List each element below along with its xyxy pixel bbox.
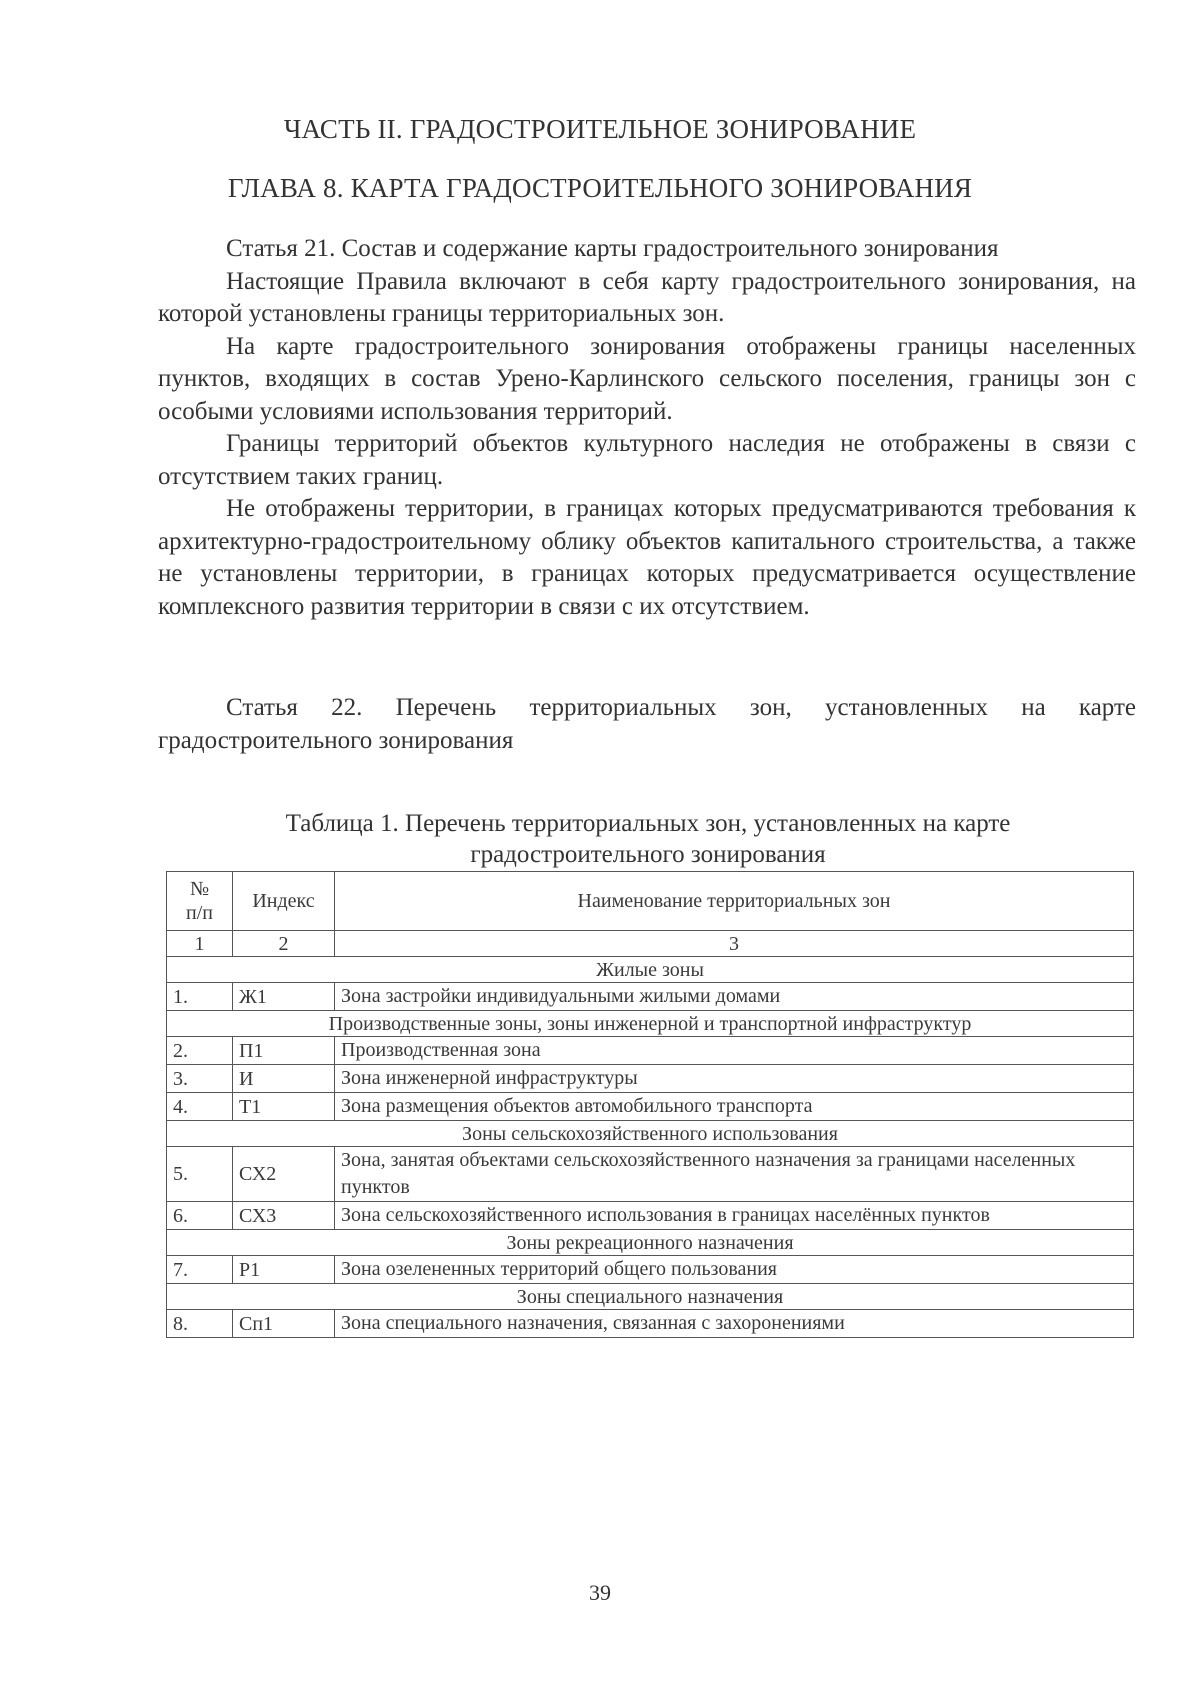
zone-group-title: Жилые зоны: [167, 957, 1134, 983]
zone-index: Ж1: [233, 983, 335, 1011]
zone-row: [167, 1310, 1134, 1338]
zone-index: СХ2: [233, 1147, 335, 1202]
chapter-title: ГЛАВА 8. КАРТА ГРАДОСТРОИТЕЛЬНОГО ЗОНИРОВАНИЯ: [227, 173, 973, 203]
zone-row: [167, 1093, 1134, 1121]
zone-name: Производственная зона: [335, 1037, 1134, 1065]
article-21-heading: Статья 21. Состав и содержание карты градостроительного зонирования: [226, 235, 999, 262]
zone-index: И: [233, 1065, 335, 1093]
zone-name: Зона специального назначения, связанная с захоронениями: [335, 1310, 1134, 1338]
header-name: Наименование территориальных зон: [335, 872, 1134, 931]
zone-row: [167, 1202, 1134, 1230]
zone-num: 3.: [167, 1065, 233, 1093]
part-title: ЧАСТЬ II. ГРАДОСТРОИТЕЛЬНОЕ ЗОНИРОВАНИЕ: [283, 114, 917, 144]
header-num-label: п/п: [186, 902, 213, 924]
article-22: [158, 692, 1136, 757]
zone-group-title: Зоны рекреационного назначения: [167, 1230, 1134, 1256]
zone-num: 6.: [167, 1202, 233, 1230]
zone-index: Сп1: [233, 1310, 335, 1338]
zone-group-row: [167, 1011, 1134, 1037]
header-num-symbol: №: [189, 878, 210, 900]
zone-group-title: Зоны сельскохозяйственного использования: [167, 1121, 1134, 1147]
article-21: [158, 233, 1136, 623]
table-caption-line: Таблица 1. Перечень территориальных зон, установленных на карте: [285, 810, 1011, 837]
zone-group-title: Зоны специального назначения: [167, 1284, 1134, 1310]
article-21-paragraph: На карте градостроительного зонирования отображены границы населенных пунктов, входящих в состав Урено-Карлинского сельского поселения, границы зон с особыми условиями использования территорий.: [158, 332, 1136, 425]
zone-group-row: [167, 957, 1134, 983]
table-header-row: [167, 872, 1134, 931]
zone-index: Р1: [233, 1256, 335, 1284]
zone-index: П1: [233, 1037, 335, 1065]
zone-name: Зона сельскохозяйственного использования в границах населённых пунктов: [335, 1202, 1134, 1230]
table-caption: [158, 808, 1138, 870]
column-number: 1: [167, 931, 233, 957]
article-22-heading: Статья 22. Перечень территориальных зон, установленных на карте градостроительного зонирования: [158, 694, 1136, 754]
zone-row: [167, 1147, 1134, 1202]
zone-group-title: Производственные зоны, зоны инженерной и транспортной инфраструктур: [167, 1011, 1134, 1037]
article-21-paragraph: Настоящие Правила включают в себя карту градостроительного зонирования, на которой установлены границы территориальных зон.: [158, 267, 1136, 327]
zone-index: Т1: [233, 1093, 335, 1121]
zone-num: 4.: [167, 1093, 233, 1121]
zone-group-row: [167, 1284, 1134, 1310]
column-number: 2: [233, 931, 335, 957]
zone-group-row: [167, 1121, 1134, 1147]
zone-name: Зона размещения объектов автомобильного транспорта: [335, 1093, 1134, 1121]
zone-group-row: [167, 1230, 1134, 1256]
zones-table: [166, 871, 1134, 1338]
zone-num: 7.: [167, 1256, 233, 1284]
zone-row: [167, 983, 1134, 1011]
zone-num: 5.: [167, 1147, 233, 1202]
zone-row: [167, 1256, 1134, 1284]
article-21-paragraph: Не отображены территории, в границах которых предусматриваются требования к архитектурно-градостроительному облику объектов капитального строительства, а также не установлены территории, в границах которых предусматривается осуществление комплексного развития территории в связи с их отсутствием.: [158, 495, 1136, 620]
zone-num: 8.: [167, 1310, 233, 1338]
header-num: [167, 872, 233, 931]
zone-num: 1.: [167, 983, 233, 1011]
header-index: Индекс: [233, 872, 335, 931]
zones-table-wrapper: [166, 871, 1134, 1338]
column-number-row: [167, 931, 1134, 957]
zone-num: 2.: [167, 1037, 233, 1065]
article-21-paragraph: Границы территорий объектов культурного наследия не отображены в связи с отсутствием таких границ.: [158, 430, 1136, 490]
table-caption-line: градостроительного зонирования: [470, 841, 826, 868]
zone-row: [167, 1037, 1134, 1065]
zone-name: Зона инженерной инфраструктуры: [335, 1065, 1134, 1093]
zone-name: Зона, занятая объектами сельскохозяйственного назначения за границами населенных пунктов: [335, 1147, 1134, 1202]
zones-table-body: [167, 931, 1134, 1338]
zone-name: Зона озелененных территорий общего пользования: [335, 1256, 1134, 1284]
page-number: 39: [589, 1580, 611, 1605]
column-number: 3: [335, 931, 1134, 957]
zone-row: [167, 1065, 1134, 1093]
zone-index: СХ3: [233, 1202, 335, 1230]
zone-name: Зона застройки индивидуальными жилыми домами: [335, 983, 1134, 1011]
